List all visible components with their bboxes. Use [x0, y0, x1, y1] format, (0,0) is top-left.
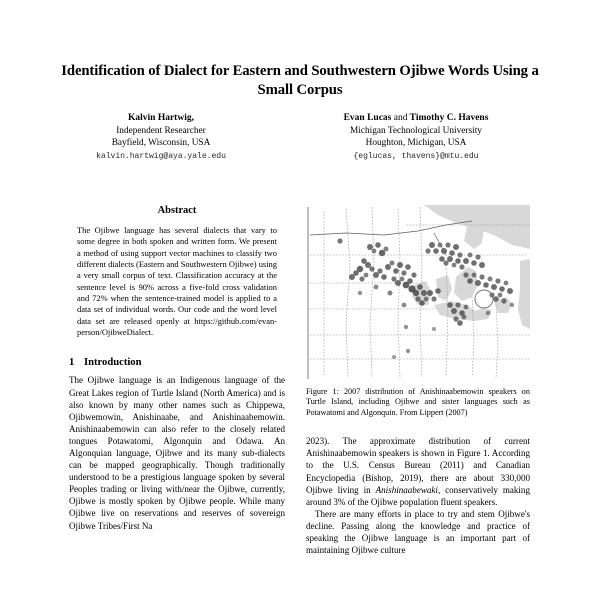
abstract-heading: Abstract: [157, 205, 197, 216]
speaker-distribution-map: [306, 205, 530, 380]
right-paragraph-1-tail: , conservatively making around 3% of the Ojibwe population fluent speakers.: [306, 484, 530, 507]
author-conjunction: and: [393, 113, 408, 123]
figure-caption: Figure 1: 2007 distribution of Anishinaabemowin speakers on Turtle Island, including Ojibwe and sister languages such as Potawatomi and Algonquin. From Lippert (2007): [306, 387, 530, 417]
map-graphic: [306, 205, 530, 380]
author-right-name-second: Timothy C. Havens: [409, 113, 489, 123]
section-heading-introduction: [69, 357, 285, 368]
left-column: [69, 205, 285, 532]
section-title: Introduction: [84, 357, 142, 369]
author-left: [45, 112, 277, 163]
italic-term: Anishinaabewaki: [375, 484, 438, 495]
page-title: Identification of Dialect for Eastern and Southwestern Ojibwe Words Using a Small Corpus: [61, 63, 539, 98]
author-left-affiliation: Independent Researcher: [116, 125, 206, 136]
section-number: 1: [69, 357, 75, 369]
right-paragraph-1: [306, 435, 530, 508]
author-block: [45, 112, 555, 163]
author-left-email[interactable]: kalvin.hartwig@aya.yale.edu: [96, 151, 226, 161]
author-left-location: Bayfield, Wisconsin, USA: [111, 138, 211, 149]
introduction-paragraph: The Ojibwe language is an Indigenous language of the Great Lakes region of Turtle Island (North America) and is also known by many other names such as Chippewa, Ojibwemowin, Anishinaabe, and Anishinaabemowin. Anishinaabemowin can also refer to the closely related tongues Potawatomi, Algonquin and Odawa. An Algonquian language, Ojibwe and its many sub-dialects can be mapped geographically. Though traditionally understood to be a prestigious language spoken by several Peoples trading or living with/near the Ojibwe, currently, Ojibwe is mostly spoken by Ojibwe people. While many Ojibwe live on reservations and reserves of sovereign Ojibwe Tribes/First Na: [69, 375, 285, 531]
author-right-affiliation: Michigan Technological University: [350, 125, 482, 136]
right-paragraph-2: There are many efforts in place to try and stem Ojibwe's decline. Passing along the knowledge and practice of speaking the Ojibwe language is an important part of maintaining Ojibwe culture: [306, 508, 530, 556]
right-paragraph-1-head: 2023). The approximate distribution of current Anishinaabemowin speakers is shown in Figure 1. According to the U.S. Census Bureau (2011) and Canadian Encyclopedia (Bishop, 2019), there are about 330,000 Ojibwe living in: [306, 436, 530, 495]
author-right-name-first: Evan Lucas: [343, 113, 392, 123]
figure-1: [306, 205, 530, 418]
author-left-name: Kalvin Hartwig,: [128, 113, 194, 123]
author-right-email[interactable]: {eglucas, thavens}@mtu.edu: [353, 151, 479, 161]
author-right: [277, 112, 555, 163]
author-right-location: Houghton, Michigan, USA: [365, 138, 467, 149]
introduction-body: [69, 374, 285, 531]
abstract-text: The Ojibwe language has several dialects that vary to some degree in both spoken and written form. We present a method of using support vector machines to classify two different dialects (Eastern and Southwestern Ojibwe) using a very small corpus of text. Classification accuracy at the sentence level is 90% across a five-fold cross validation and 72% when the sentence-trained model is applied to a data set of individual words. Our code and the word level data set are released openly at https://github.com/evan-person/OjibweDialect.: [77, 225, 277, 338]
abstract-section: [77, 205, 277, 338]
right-column-body: [306, 435, 530, 556]
right-column: [306, 205, 530, 556]
author-right-names: [277, 112, 555, 125]
